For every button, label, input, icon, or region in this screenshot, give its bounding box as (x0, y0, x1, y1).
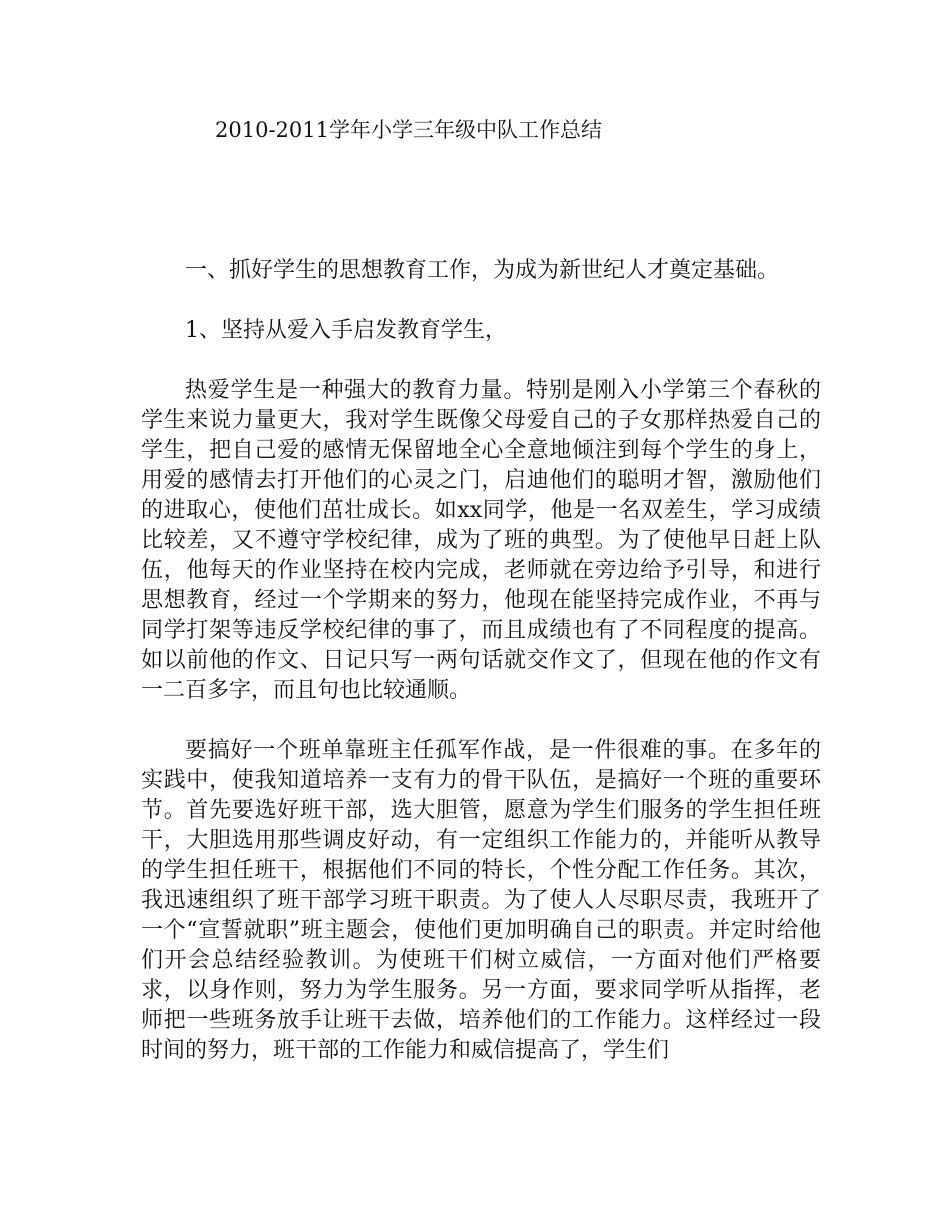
document-body (141, 256, 821, 1066)
body-paragraph: 热爱学生是一种强大的教育力量。特别是刚入小学第三个春秋的学生来说力量更大，我对学生既像父母爱自己的子女那样热爱自己的学生，把自己爱的感情无保留地全心全意地倾注到每个学生的身上，用爱的感情去打开他们的心灵之门，启迪他们的聪明才智，激励他们的进取心，使他们茁壮成长。如xx同学，他是一名双差生，学习成绩比较差，又不遵守学校纪律，成为了班的典型。为了使他早日赶上队伍，他每天的作业坚持在校内完成，老师就在旁边给予引导，和进行思想教育，经过一个学期来的努力，他现在能坚持完成作业，不再与同学打架等违反学校纪律的事了，而且成绩也有了不同程度的提高。如以前他的作文、日记只写一两句话就交作文了，但现在他的作文有一二百多字，而且句也比较通顺。 (141, 378, 821, 703)
body-paragraph: 要搞好一个班单靠班主任孤军作战，是一件很难的事。在多年的实践中，使我知道培养一支有力的骨干队伍，是搞好一个班的重要环节。首先要选好班干部，选大胆管，愿意为学生们服务的学生担任班干，大胆选用那些调皮好动，有一定组织工作能力的，并能听从教导的学生担任班干，根据他们不同的特长，个性分配工作任务。其次，我迅速组织了班干部学习班干职责。为了使人人尽职尽责，我班开了一个“宣誓就职”班主题会，使他们更加明确自己的职责。并定时给他们开会总结经验教训。为使班干们树立威信，一方面对他们严格要求，以身作则，努力为学生服务。另一方面，要求同学听从指挥，老师把一些班务放手让班干去做，培养他们的工作能力。这样经过一段时间的努力，班干部的工作能力和威信提高了，学生们 (141, 738, 821, 1063)
section-heading: 一、抓好学生的思想教育工作，为成为新世纪人才奠定基础。 (185, 258, 780, 283)
subsection-heading: 1、坚持从爱入手启发教育学生， (185, 318, 507, 343)
document-title: 2010-2011学年小学三年级中队工作总结 (215, 118, 602, 142)
